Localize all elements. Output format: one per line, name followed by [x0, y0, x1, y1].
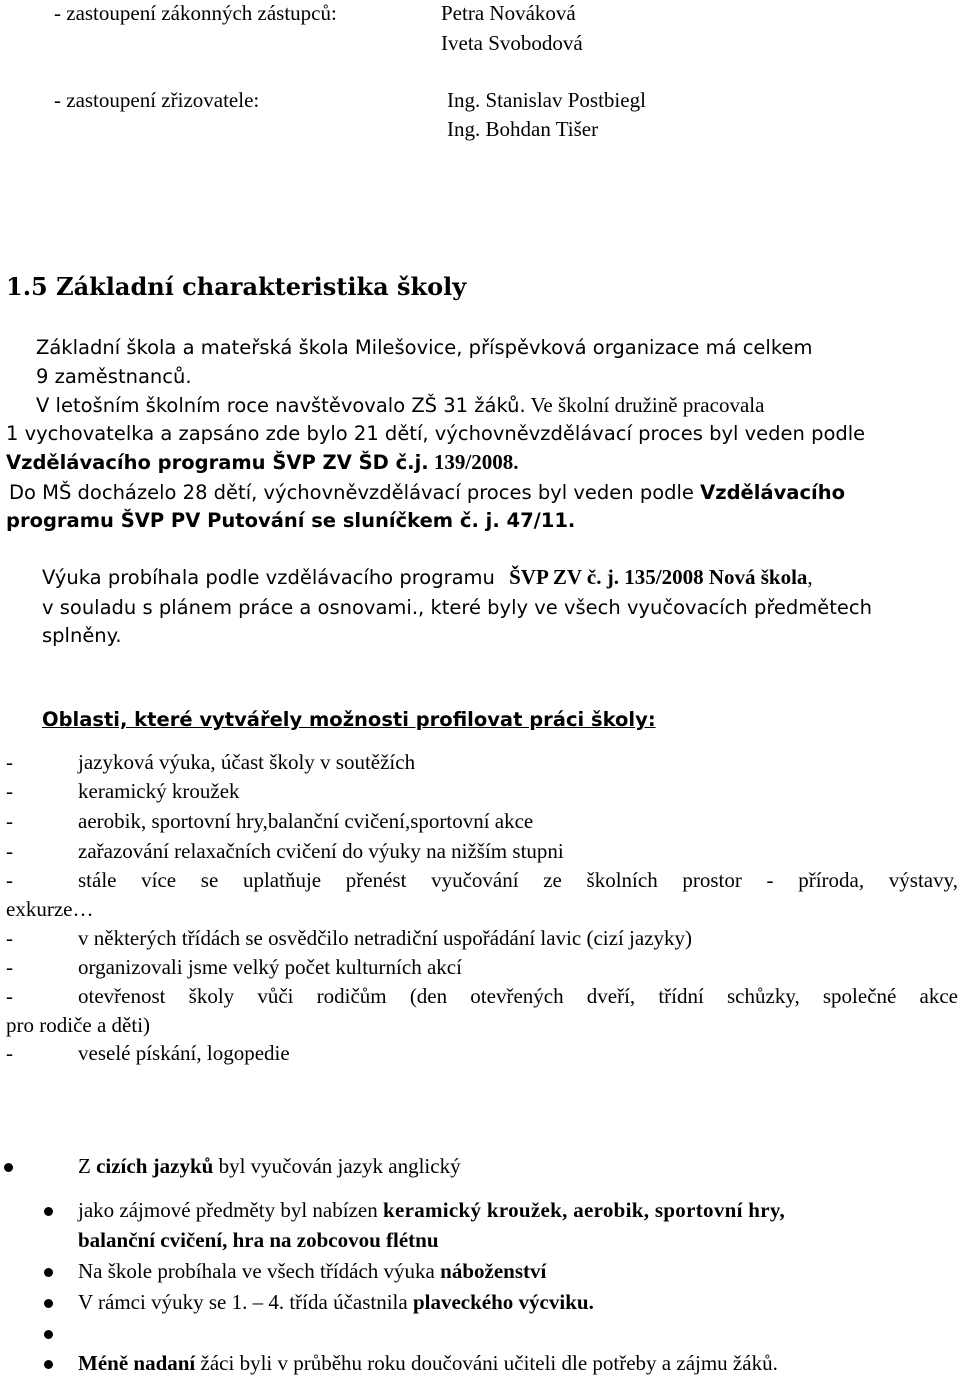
list-item: jazyková výuka, účast školy v soutěžích	[78, 750, 416, 774]
founder-representatives-label: - zastoupení zřizovatele:	[54, 88, 260, 112]
bullet-item	[78, 1200, 785, 1221]
legal-representatives-label: - zastoupení zákonných zástupců:	[54, 1, 337, 25]
list-item: zařazování relaxačních cvičení do výuky na nižším stupni	[78, 839, 564, 863]
paragraph-text: Do MŠ docházelo 28 dětí, výchovněvzdělávací proces byl veden podle	[9, 481, 701, 504]
bullet-item	[78, 1353, 778, 1374]
list-dash: -	[6, 955, 13, 979]
bullet-text-bold: plaveckého výcviku.	[412, 1290, 594, 1314]
bullet-text-bold: cizích jazyků	[96, 1154, 214, 1178]
founder-representative-name: Ing. Stanislav Postbiegl	[447, 88, 646, 112]
program-name: programu ŠVP PV Putování se sluníčkem č. j. 47/11.	[6, 509, 576, 532]
bullet-item	[78, 1292, 594, 1313]
paragraph-line: splněny.	[42, 624, 122, 647]
list-dash: -	[6, 984, 13, 1008]
paragraph-text: , které byly ve všech vyučovacích předmětech	[418, 596, 873, 619]
list-item: veselé pískání, logopedie	[78, 1041, 290, 1065]
bullet-text: byl vyučován jazyk anglický	[213, 1154, 461, 1178]
bullet-text: Na škole probíhala ve všech třídách výuka	[78, 1259, 441, 1283]
paragraph-text: Výuka probíhala podle vzdělávacího programu	[42, 566, 502, 589]
list-item: v některých třídách se osvědčilo netradiční uspořádání lavic (cizí jazyky)	[78, 926, 693, 950]
list-dash: -	[6, 1041, 13, 1065]
bullet-icon	[4, 1163, 13, 1172]
list-dash: -	[6, 868, 13, 892]
list-item: aerobik, sportovní hry,balanční cvičení,sportovní akce	[78, 809, 534, 833]
bullet-icon	[44, 1207, 53, 1216]
list-dash: -	[6, 809, 13, 833]
bullet-text: Z	[78, 1154, 97, 1178]
list-item: otevřenost školy vůči rodičům (den otevřených dveří, třídní schůzky, společné akce	[78, 984, 958, 1008]
paragraph-line: Základní škola a mateřská škola Milešovice, příspěvková organizace má celkem	[36, 336, 813, 359]
legal-representative-name: Petra Nováková	[441, 1, 576, 25]
bullet-item-continuation: balanční cvičení, hra na zobcovou flétnu	[78, 1228, 439, 1252]
paragraph-line: 9 zaměstnanců.	[36, 365, 192, 388]
bullet-text-bold: Méně nadaní	[78, 1351, 196, 1375]
program-number: 139/2008.	[428, 450, 519, 474]
founder-representative-name: Ing. Bohdan Tišer	[447, 117, 599, 141]
paragraph-line	[36, 395, 764, 416]
bullet-item	[78, 1261, 546, 1282]
list-dash: -	[6, 779, 13, 803]
list-item: organizovali jsme velký počet kulturních akcí	[78, 955, 462, 979]
list-item: keramický kroužek	[78, 779, 240, 803]
section-heading: 1.5 Základní charakteristika školy	[6, 272, 467, 301]
bullet-icon	[44, 1360, 53, 1369]
paragraph-line	[6, 452, 519, 473]
legal-representative-name: Iveta Svobodová	[441, 31, 583, 55]
bullet-icon	[44, 1299, 53, 1308]
areas-heading: Oblasti, které vytvářely možnosti profilovat práci školy:	[42, 708, 656, 731]
bullet-text-bold: náboženství	[440, 1259, 547, 1283]
paragraph-line	[9, 482, 845, 503]
program-name: Vzdělávacího	[700, 481, 845, 504]
list-item: stále více se uplatňuje přenést vyučování ze školních prostor - příroda, výstavy,	[78, 868, 958, 892]
bullet-text: V rámci výuky se 1. – 4. třída účastnila	[78, 1290, 413, 1314]
list-dash: -	[6, 750, 13, 774]
paragraph-text: Ve školní družině pracovala	[525, 393, 765, 417]
paragraph-line: 1 vychovatelka a zapsáno zde bylo 21 dětí, výchovněvzdělávací proces byl veden podle	[6, 422, 866, 445]
paragraph-text: v souladu s plánem práce a osnovami.	[42, 596, 419, 619]
paragraph-text: V letošním školním roce navštěvovalo ZŠ 31 žáků.	[36, 394, 526, 417]
program-name: ŠVP ZV č. j. 135/2008 Nová škola	[509, 565, 808, 589]
list-dash: -	[6, 926, 13, 950]
list-item-continuation: exkurze…	[6, 897, 94, 921]
bullet-icon	[44, 1330, 53, 1339]
program-name: Vzdělávacího programu ŠVP ZV ŠD č.j.	[6, 451, 429, 474]
list-item-continuation: pro rodiče a děti)	[6, 1013, 151, 1037]
paragraph-line	[42, 567, 813, 588]
paragraph-line	[42, 597, 872, 618]
list-dash: -	[6, 839, 13, 863]
bullet-icon	[44, 1268, 53, 1277]
bullet-text: jako zájmové předměty byl nabízen	[78, 1198, 383, 1222]
bullet-text-bold: keramický kroužek, aerobik, sportovní hry,	[382, 1198, 786, 1222]
bullet-text: žáci byli v průběhu roku doučováni učiteli dle potřeby a zájmu žáků.	[195, 1351, 778, 1375]
bullet-item	[78, 1156, 461, 1177]
paragraph-text: ,	[807, 565, 813, 589]
